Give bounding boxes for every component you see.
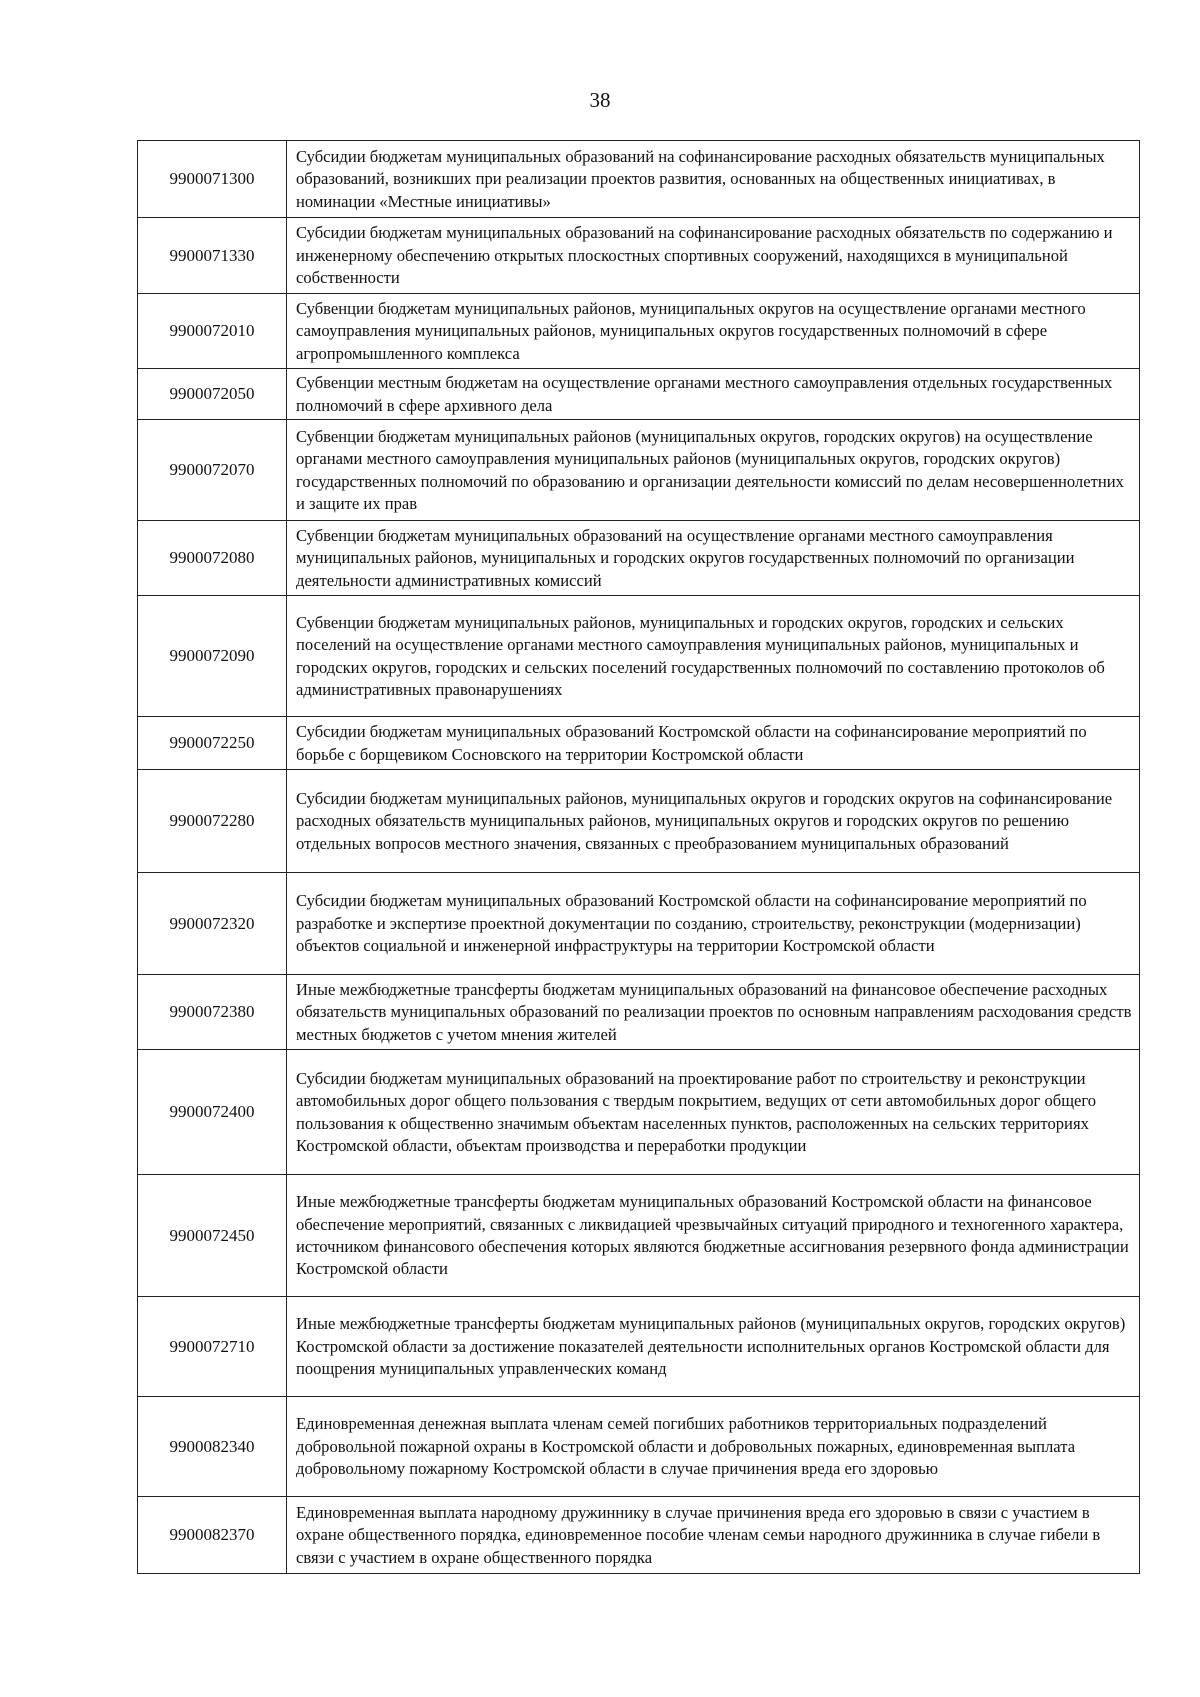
row-code: 9900071300 [138,141,287,218]
row-code: 9900072080 [138,521,287,596]
row-code: 9900072710 [138,1297,287,1397]
row-code: 9900082340 [138,1397,287,1497]
table-row [138,717,1140,770]
table-row [138,294,1140,369]
table-row [138,369,1140,420]
row-description: Иные межбюджетные трансферты бюджетам муниципальных районов (муниципальных округов, городских округов) Костромской области за достижение показателей деятельности исполнительных органов Костромской области для поощрения муниципальных управленческих команд [287,1297,1140,1397]
table-row [138,1397,1140,1497]
table-row [138,521,1140,596]
row-description: Единовременная выплата народному дружиннику в случае причинения вреда его здоровью в связи с участием в охране общественного порядка, единовременное пособие членам семьи народного дружинника в случае гибели в связи с участием в охране общественного порядка [287,1497,1140,1574]
table-row [138,1297,1140,1397]
row-code: 9900082370 [138,1497,287,1574]
table-row [138,141,1140,218]
table-row [138,1497,1140,1574]
page-number: 38 [589,88,611,112]
row-description: Иные межбюджетные трансферты бюджетам муниципальных образований Костромской области на финансовое обеспечение мероприятий, связанных с ликвидацией чрезвычайных ситуаций природного и техногенного характера, источником финансового обеспечения которых являются бюджетные ассигнования резервного фонда администрации Костромской области [287,1175,1140,1297]
table-row [138,1050,1140,1175]
budget-codes-table [137,140,1140,1574]
row-code: 9900072090 [138,596,287,717]
table-row [138,420,1140,521]
table-row [138,596,1140,717]
row-description: Субсидии бюджетам муниципальных образований Костромской области на софинансирование мероприятий по разработке и экспертизе проектной документации по созданию, строительству, реконструкции (модернизации) объектов социальной и инженерной инфраструктуры на территории Костромской области [287,873,1140,975]
table-row [138,770,1140,873]
row-description: Субвенции бюджетам муниципальных районов, муниципальных округов на осуществление органами местного самоуправления муниципальных районов, муниципальных округов государственных полномочий в сфере агропромышленного комплекса [287,294,1140,369]
row-code: 9900072010 [138,294,287,369]
row-description: Субсидии бюджетам муниципальных образований на софинансирование расходных обязательств муниципальных образований, возникших при реализации проектов развития, основанных на общественных инициативах, в номинации «Местные инициативы» [287,141,1140,218]
table-row [138,975,1140,1050]
table-row [138,1175,1140,1297]
row-code: 9900072050 [138,369,287,420]
row-description: Субсидии бюджетам муниципальных районов, муниципальных округов и городских округов на софинансирование расходных обязательств муниципальных районов, муниципальных округов и городских округов по решению отдельных вопросов местного значения, связанных с преобразованием муниципальных образований [287,770,1140,873]
row-code: 9900072400 [138,1050,287,1175]
row-code: 9900071330 [138,218,287,294]
row-description: Субвенции бюджетам муниципальных районов (муниципальных округов, городских округов) на осуществление органами местного самоуправления муниципальных районов (муниципальных округов, городских округов) государственных полномочий по образованию и организации деятельности комиссий по делам несовершеннолетних и защите их прав [287,420,1140,521]
table-row [138,218,1140,294]
row-code: 9900072320 [138,873,287,975]
row-description: Единовременная денежная выплата членам семей погибших работников территориальных подразделений добровольной пожарной охраны в Костромской области и добровольных пожарных, единовременная выплата добровольному пожарному Костромской области в случае причинения вреда его здоровью [287,1397,1140,1497]
row-description: Субсидии бюджетам муниципальных образований Костромской области на софинансирование мероприятий по борьбе с борщевиком Сосновского на территории Костромской области [287,717,1140,770]
row-code: 9900072250 [138,717,287,770]
row-description: Субсидии бюджетам муниципальных образований на проектирование работ по строительству и реконструкции автомобильных дорог общего пользования с твердым покрытием, ведущих от сети автомобильных дорог общего пользования к общественно значимым объектам населенных пунктов, расположенных на сельских территориях Костромской области, объектам производства и переработки продукции [287,1050,1140,1175]
row-description: Субвенции бюджетам муниципальных районов, муниципальных и городских округов, городских и сельских поселений на осуществление органами местного самоуправления муниципальных районов, муниципальных и городских округов, городских и сельских поселений государственных полномочий по составлению протоколов об административных правонарушениях [287,596,1140,717]
row-code: 9900072070 [138,420,287,521]
row-description: Иные межбюджетные трансферты бюджетам муниципальных образований на финансовое обеспечение расходных обязательств муниципальных образований по реализации проектов по основным направлениям расходования средств местных бюджетов с учетом мнения жителей [287,975,1140,1050]
row-code: 9900072280 [138,770,287,873]
row-description: Субвенции бюджетам муниципальных образований на осуществление органами местного самоуправления муниципальных районов, муниципальных и городских округов государственных полномочий по организации деятельности административных комиссий [287,521,1140,596]
table-row [138,873,1140,975]
row-description: Субвенции местным бюджетам на осуществление органами местного самоуправления отдельных государственных полномочий в сфере архивного дела [287,369,1140,420]
row-description: Субсидии бюджетам муниципальных образований на софинансирование расходных обязательств по содержанию и инженерному обеспечению открытых плоскостных спортивных сооружений, находящихся в муниципальной собственности [287,218,1140,294]
row-code: 9900072380 [138,975,287,1050]
row-code: 9900072450 [138,1175,287,1297]
